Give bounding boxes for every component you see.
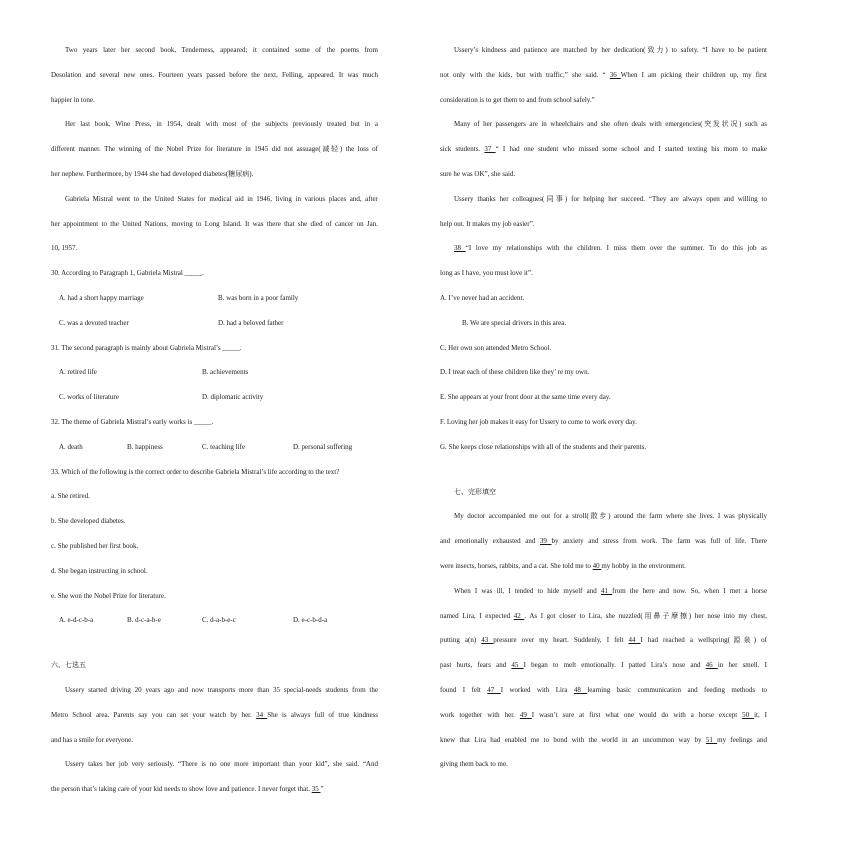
text-line: Ussery thanks her colleagues(同事) for helping her succeed. “They are always open and willing to [454, 194, 767, 203]
text-segment: When I was ill, I tended to hide myself and [454, 586, 601, 595]
choice-g: G. She keeps close relationships with all of the students and their parents. [440, 442, 647, 451]
text-segment: I wasn’t sure at first what one would do with a horse except [531, 710, 743, 719]
text-segment: found I felt [440, 685, 488, 694]
paragraph-ussery-2 [51, 752, 378, 802]
question-stem: 30. According to Paragraph 1, Gabriela Mistral _____. [51, 269, 204, 278]
option-c: C. was a devoted teacher [59, 318, 129, 327]
text-segment: I began to melt emotionally. I patted Lira’s nose and [523, 661, 706, 670]
cloze-passage [440, 504, 767, 777]
blank-49: 49 [519, 710, 532, 719]
text-segment: pressure over my heart. Suddenly, I felt [493, 636, 629, 645]
list-item: e. She won the Nobel Prize for literature. [51, 591, 166, 600]
text-segment: When I am picking their children up, my first [620, 70, 767, 79]
text-line: long as I have, you must love it”. [440, 269, 533, 278]
text-line: consideration is to get them to and from school safely.” [440, 95, 595, 104]
blank-42: 42 [513, 611, 525, 620]
text-line [51, 777, 378, 802]
paragraph-ussery-1 [51, 678, 378, 752]
text-line [440, 628, 767, 653]
blank-34: 34 [256, 710, 268, 719]
blank-35: 35 [311, 785, 321, 794]
option-a: A. e-d-c-b-a [59, 616, 94, 625]
option-row [51, 608, 378, 633]
option-c: C. works of literature [59, 393, 119, 402]
text-segment: She is always full of true kindness [267, 710, 378, 719]
text-line: 10, 1957. [51, 244, 78, 253]
text-segment: I worked with Lira [500, 685, 574, 694]
text-line [440, 579, 767, 604]
text-segment: learning basic communication and feeding methods to [587, 685, 768, 694]
question-30 [51, 261, 378, 335]
text-line [440, 703, 767, 728]
text-line: Many of her passengers are in wheelchairs and she often deals with emergencies(突发状况) such as [454, 120, 767, 129]
option-d: D. e-c-b-d-a [293, 616, 328, 625]
text-line: different manner. The winning of the Nobel Prize for literature in 1945 did not assuage(减轻) the loss of [51, 145, 378, 154]
text-line: and has a smile for everyone. [51, 735, 134, 744]
text-line [440, 653, 767, 678]
right-column [440, 38, 767, 777]
list-item: c. She published her first book. [51, 541, 139, 550]
text-segment: my feelings and [717, 735, 768, 744]
option-b: B. was born in a poor family [218, 293, 299, 302]
text-line [440, 554, 767, 579]
blank-37: 37 [484, 145, 496, 154]
text-line [440, 137, 767, 162]
option-a: A. death [59, 442, 83, 451]
text-line: help out. It makes my job easier”. [440, 219, 535, 228]
text-segment: I had reached a wellspring(源泉) of [640, 636, 768, 645]
question-stem: 32. The theme of Gabriela Mistral’s early works is _____. [51, 417, 214, 426]
text-line: Desolation and several new ones. Fourteen years passed before the next, Felling, appeared. It was much [51, 70, 378, 79]
paragraph-dedication [440, 38, 767, 112]
text-line: Ussery takes her job very seriously. “There is no one more important than your kid”, she said. “And [65, 760, 378, 769]
text-segment: sick students. [440, 145, 485, 154]
blank-51: 51 [705, 735, 718, 744]
question-31 [51, 336, 378, 410]
paragraph-tenderness [51, 38, 378, 112]
blank-48: 48 [573, 685, 588, 694]
section-heading-7: 七、完形填空 [454, 487, 496, 496]
option-b: B. d-c-a-b-e [127, 616, 161, 625]
option-d: D. diplomatic activity [202, 393, 264, 402]
text-segment: named Lira, I expected [440, 611, 514, 620]
text-segment: past hurts, fears and [440, 661, 512, 670]
text-segment: and emotionally exhausted and [440, 537, 540, 546]
text-line: her nephew. Furthermore, by 1944 she had developed diabetes(糖尿病). [51, 169, 254, 178]
text-line [440, 728, 767, 753]
option-row [51, 311, 378, 336]
text-segment: ” [320, 785, 324, 794]
blank-40: 40 [592, 561, 602, 570]
option-c: C. d-a-b-e-c [202, 616, 236, 625]
option-a: A. retired life [59, 368, 97, 377]
text-line [440, 236, 767, 261]
list-item: b. She developed diabetes. [51, 517, 126, 526]
text-line: Two years later her second book, Tenderness, appeared; it contained some of the poems from [65, 46, 378, 54]
text-segment: my hobby in the environment. [601, 561, 686, 570]
paragraph-wine-press [51, 112, 378, 186]
choice-c: C. Her own son attended Metro School. [440, 343, 552, 352]
option-row [51, 286, 378, 311]
blank-43: 43 [481, 636, 494, 645]
text-line [440, 678, 767, 703]
text-segment: putting a(n) [440, 636, 482, 645]
text-line: Ussery started driving 20 years ago and now transports more than 35 special-needs students from the [65, 685, 378, 694]
list-item: d. She began instructing in school. [51, 566, 148, 575]
blank-45: 45 [511, 661, 524, 670]
question-stem: 33. Which of the following is the correct order to describe Gabriela Mistral’s life according to the text? [51, 467, 340, 476]
text-line: giving them back to me. [440, 760, 508, 769]
blank-46: 46 [705, 661, 718, 670]
text-line: Ussery’s kindness and patience are matched by her dedication(致力) to safety. “I have to be patient [454, 46, 767, 54]
text-segment: not only with the kids, but with traffic,” she said. “ [440, 70, 610, 79]
choice-e: E. She appears at your front door at the same time every day. [440, 393, 611, 402]
option-a: A. had a short happy marriage [59, 293, 144, 302]
text-line [440, 529, 767, 554]
text-segment: were insects, horses, rabbits, and a cat. She told me to [440, 561, 593, 570]
blank-36: 36 [609, 70, 621, 79]
blank-39: 39 [539, 537, 552, 546]
text-segment: work together with her. [440, 710, 520, 719]
question-32 [51, 410, 378, 460]
text-segment: “ I had one student who missed some school and I started texting his mom to make [495, 145, 768, 154]
question-33 [51, 460, 378, 634]
list-item: a. She retired. [51, 492, 90, 501]
blank-47: 47 [487, 685, 501, 694]
option-row [51, 385, 378, 410]
choice-a: A. I’ve never had an accident. [440, 293, 525, 302]
text-segment: by anxiety and stress from work. The farm was full of life. There [551, 537, 767, 546]
paragraph-colleagues [440, 187, 767, 237]
text-segment: “I love my relationships with the children. I miss them over the summer. To do this job as [465, 244, 768, 253]
text-line: Gabriela Mistral went to the United States for medical aid in 1946, living in various places and, after [65, 194, 378, 203]
text-segment: knew that Lira had enabled me to bond with the world in an uncommon way by [440, 735, 706, 744]
text-segment: Metro School area. Parents say you can set your watch by her. [51, 710, 257, 719]
left-column [51, 38, 378, 802]
choice-b: B. We are special drivers in this area. [462, 318, 567, 327]
text-line: sure he was OK”, she said. [440, 169, 516, 178]
choice-d: D. I treat each of these children like they’ re my own. [440, 368, 590, 377]
blank-50: 50 [742, 710, 755, 719]
text-line [440, 63, 767, 88]
paragraph-passengers [440, 112, 767, 186]
text-segment: in her smell. I [717, 661, 767, 670]
question-stem: 31. The second paragraph is mainly about Gabriela Mistral’s _____. [51, 343, 242, 352]
option-row [51, 435, 378, 460]
option-b: B. achievements [202, 368, 249, 377]
option-c: C. teaching life [202, 442, 245, 451]
choice-f: F. Loving her job makes it easy for Ussery to come to work every day. [440, 417, 637, 426]
option-d: D. had a beloved father [218, 318, 284, 327]
text-line: her appointment to the United Nations, moving to Long Island. It was there that she died of cancer on Jan. [51, 219, 378, 228]
section-heading-6: 六、七选五 [51, 661, 86, 670]
option-row [51, 360, 378, 385]
blank-41: 41 [600, 586, 613, 595]
paragraph-relationships [440, 236, 767, 286]
blank-44: 44 [628, 636, 641, 645]
text-line: My doctor accompanied me out for a stroll(散步) around the farm where she lives. I was physically [454, 512, 767, 521]
blank-38: 38 [454, 244, 466, 253]
text-line: happier in tone. [51, 95, 95, 104]
text-segment: from the here and now. So, when I met a horse [612, 586, 767, 595]
option-b: B. happiness [127, 442, 163, 451]
answer-choices [440, 286, 767, 460]
text-line [440, 604, 767, 629]
text-segment: the person that’s taking care of your kid needs to show love and patience. I never forget that. [51, 785, 312, 794]
option-d: D. personal suffering [293, 442, 353, 451]
text-segment: . As I got closer to Lira, she nuzzled(用鼻子摩擦) her nose into my chest, [524, 611, 768, 620]
paragraph-death [51, 187, 378, 261]
text-line [51, 703, 378, 728]
text-line: Her last book, Wine Press, in 1954, dealt with most of the subjects previously treated but in a [65, 120, 378, 129]
text-segment: it, I [754, 710, 767, 719]
